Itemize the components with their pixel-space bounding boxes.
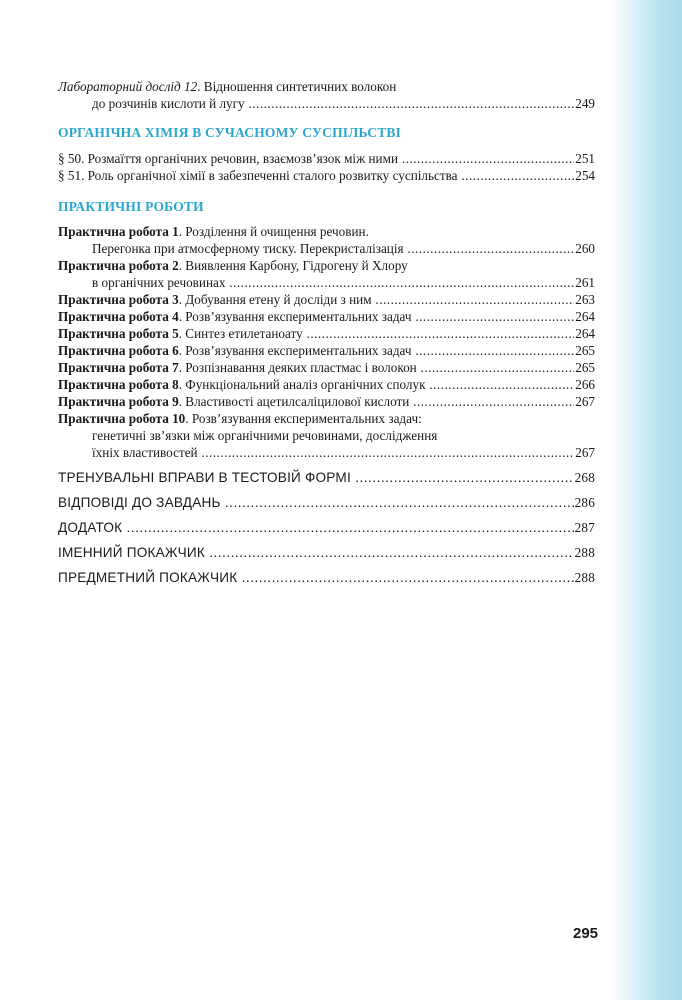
section-heading-practical-works: ПРАКТИЧНІ РОБОТИ (58, 199, 204, 214)
lab-title: Лабораторний дослід 12 (58, 79, 198, 94)
pw-label: Практична робота 1 (58, 224, 179, 239)
page-ref: 265 (575, 343, 595, 358)
pw-text: . Розділення й очищення речовин. (178, 224, 369, 239)
page-ref: 264 (575, 326, 595, 341)
pw-text: . Розв’язування експериментальних задач: (185, 411, 422, 426)
entry-text: ПРЕДМЕТНИЙ ПОКАЖЧИК (58, 570, 238, 585)
toc-entry-pw-6 (58, 342, 595, 359)
entry-text: § 50. Розмаїття органічних речовин, взаємозв’язок між ними (58, 151, 399, 166)
pw-cont: генетичні зв’язки між органічними речовинами, дослідження (92, 428, 438, 443)
page-ref: 288 (574, 570, 595, 585)
page-ref: 287 (574, 520, 595, 535)
toc-entry-pw-9 (58, 393, 595, 410)
toc-entry-pw-2-cont (58, 274, 595, 291)
toc-entry-subject-index (58, 569, 595, 586)
toc-entry-pw-10-cont2 (58, 444, 595, 461)
table-of-contents (58, 78, 595, 586)
page-ref: 266 (575, 377, 595, 392)
toc-entry-appendix (58, 519, 595, 536)
pw-label: Практична робота 5 (58, 326, 179, 341)
section-heading-organic-chemistry: ОРГАНІЧНА ХІМІЯ В СУЧАСНОМУ СУСПІЛЬСТВІ (58, 125, 402, 140)
toc-entry-answers (58, 494, 595, 511)
page-ref: 254 (575, 168, 595, 183)
side-color-band (610, 0, 682, 1000)
toc-entry-par-51 (58, 167, 595, 184)
toc-entry-pw-1-cont (58, 240, 595, 257)
toc-entry-pw-1 (58, 223, 595, 240)
toc-entry-pw-5 (58, 325, 595, 342)
lab-cont: до розчинів кислоти й лугу (92, 96, 245, 111)
toc-entry-pw-7 (58, 359, 595, 376)
lab-text: . Відношення синтетичних волокон (197, 79, 397, 94)
page-number: 295 (573, 925, 599, 942)
toc-entry-pw-3 (58, 291, 595, 308)
pw-cont: їхніх властивостей (92, 445, 198, 460)
toc-entry-name-index (58, 544, 595, 561)
page-ref: 249 (575, 96, 595, 111)
page-ref: 267 (575, 445, 595, 460)
pw-text: . Функціональний аналіз органічних сполук (178, 377, 426, 392)
pw-label: Практична робота 3 (58, 292, 179, 307)
toc-entry-lab-12 (58, 78, 595, 95)
pw-text: . Властивості ацетилсаліцилової кислоти (178, 394, 410, 409)
page-ref: 268 (574, 470, 595, 485)
pw-text: . Виявлення Карбону, Гідрогену й Хлору (178, 258, 408, 273)
toc-entry-lab-12-cont (58, 95, 595, 112)
toc-entry-par-50 (58, 150, 595, 167)
pw-label: Практична робота 7 (58, 360, 179, 375)
entry-text: ІМЕННИЙ ПОКАЖЧИК (58, 545, 205, 560)
page-ref: 261 (575, 275, 595, 290)
page-ref: 286 (574, 495, 595, 510)
entry-text: § 51. Роль органічної хімії в забезпеченні сталого розвитку суспільства (58, 168, 458, 183)
pw-label: Практична робота 4 (58, 309, 179, 324)
pw-text: . Добування етену й досліди з ним (178, 292, 372, 307)
page-ref: 264 (575, 309, 595, 324)
page-ref: 267 (575, 394, 595, 409)
page-ref: 251 (575, 151, 595, 166)
pw-label: Практична робота 9 (58, 394, 179, 409)
pw-label: Практична робота 10 (58, 411, 186, 426)
pw-label: Практична робота 2 (58, 258, 179, 273)
page-ref: 288 (574, 545, 595, 560)
pw-text: . Розв’язування експериментальних задач (178, 343, 412, 358)
pw-text: . Розпізнавання деяких пластмас і волокон (178, 360, 417, 375)
entry-text: ТРЕНУВАЛЬНІ ВПРАВИ В ТЕСТОВІЙ ФОРМІ (58, 470, 351, 485)
pw-label: Практична робота 6 (58, 343, 179, 358)
page-ref: 265 (575, 360, 595, 375)
entry-text: ВІДПОВІДІ ДО ЗАВДАНЬ (58, 495, 221, 510)
toc-entry-pw-8 (58, 376, 595, 393)
entry-text: ДОДАТОК (58, 520, 123, 535)
pw-cont: в органічних речовинах (92, 275, 226, 290)
page-ref: 260 (575, 241, 595, 256)
toc-entry-pw-2 (58, 257, 595, 274)
pw-label: Практична робота 8 (58, 377, 179, 392)
pw-text: . Розв’язування експериментальних задач (178, 309, 412, 324)
pw-cont: Перегонка при атмосферному тиску. Перекристалізація (92, 241, 404, 256)
toc-entry-tests (58, 469, 595, 486)
page-ref: 263 (575, 292, 595, 307)
pw-text: . Синтез етилетаноату (178, 326, 303, 341)
toc-entry-pw-4 (58, 308, 595, 325)
toc-entry-pw-10 (58, 410, 595, 427)
toc-entry-pw-10-cont1 (58, 427, 595, 444)
